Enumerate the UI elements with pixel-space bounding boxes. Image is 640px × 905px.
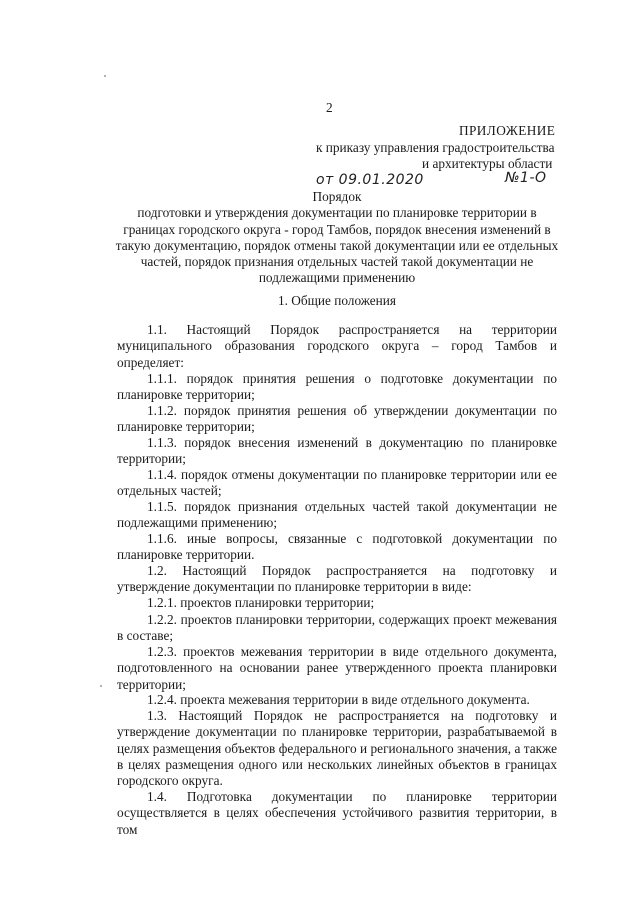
doc-title-line: подлежащими применению [258, 270, 416, 285]
doc-title-heading: Порядок [312, 189, 362, 204]
paragraph: 1.2.4. проекта межевания территории в виде отдельного документа. [147, 692, 530, 707]
doc-title-line: подготовки и утверждения документации по планировке территории в [137, 205, 537, 220]
paragraph: 1.1. Настоящий Порядок распространяется на территории муниципального образования городского округа – город Тамбов и определяет: [117, 322, 557, 370]
paragraph: 1.1.3. порядок внесения изменений в документацию по планировке территории; [117, 435, 557, 467]
scan-speck [104, 75, 106, 77]
paragraph: 1.1.2. порядок принятия решения об утверждении документации по планировке территории; [117, 403, 557, 435]
paragraph: 1.2. Настоящий Порядок распространяется на подготовку и утверждение документации по планировке территории в виде: [117, 563, 557, 595]
doc-title-line: такую документацию, порядок отмены такой документации или ее отдельных [115, 238, 559, 253]
section-heading: 1. Общие положения [277, 293, 397, 308]
paragraph: 1.2.3. проектов межевания территории в виде отдельного документа, подготовленного на основании ранее утвержденного проекта планировки территории; [117, 644, 557, 692]
paragraph: 1.1.5. порядок признания отдельных частей такой документации не подлежащими применению; [117, 499, 557, 531]
appendix-line-1: к приказу управления градостроительства [316, 140, 555, 155]
paragraph: 1.2.1. проектов планировки территории; [147, 595, 375, 610]
handwritten-number: №1-О [505, 170, 547, 186]
paragraph: 1.1.4. порядок отмены документации по планировке территории или ее отдельных частей; [117, 467, 557, 499]
paragraph: 1.1.6. иные вопросы, связанные с подготовкой документации по планировке территории. [117, 531, 557, 563]
doc-title-line: границах городского округа - город Тамбов, порядок внесения изменений в [123, 222, 551, 237]
page-number: 2 [326, 100, 333, 115]
paragraph: 1.4. Подготовка документации по планировке территории осуществляется в целях обеспечения устойчивого развития территории, в том [117, 789, 557, 837]
handwritten-date: от 09.01.2020 [316, 172, 424, 188]
paragraph: 1.3. Настоящий Порядок не распространяется на подготовку и утверждение документации по планировке территории, разрабатываемой в целях размещения объектов федерального и регионального значения, а также в целях размещения одного или нескольких линейных объектов в границах городского округа. [117, 708, 557, 789]
doc-title-line: частей, порядок признания отдельных частей такой документации не [140, 254, 534, 269]
appendix-title: ПРИЛОЖЕНИЕ [459, 123, 556, 138]
appendix-line-2: и архитектуры области [422, 156, 553, 171]
scan-speck [100, 685, 102, 687]
paragraph: 1.1.1. порядок принятия решения о подготовке документации по планировке территории; [117, 371, 557, 403]
paragraph: 1.2.2. проектов планировки территории, содержащих проект межевания в составе; [117, 612, 557, 644]
